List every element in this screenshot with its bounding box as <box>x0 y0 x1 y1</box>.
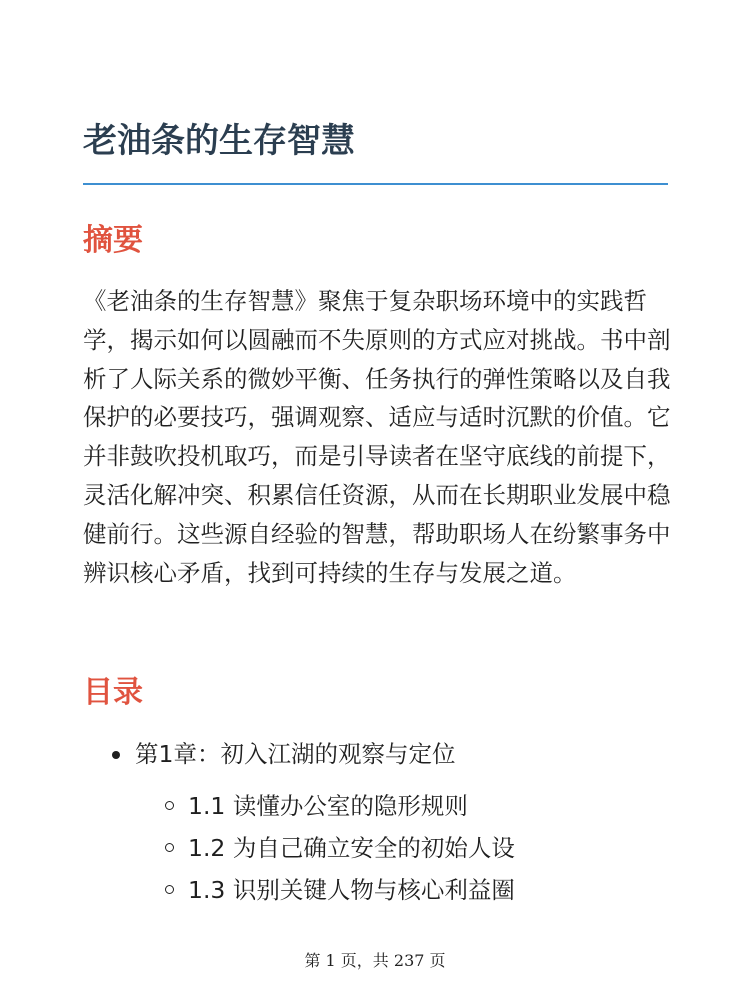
toc-chapter-1[interactable] <box>83 733 668 911</box>
toc-section-label: 1.1 读懂办公室的隐形规则 <box>188 792 468 820</box>
toc-heading: 目录 <box>83 675 143 710</box>
page-footer: 第 1 页，共 237 页 <box>304 951 446 970</box>
title-divider <box>83 183 668 185</box>
bullet-circle-icon <box>165 801 174 810</box>
bullet-circle-icon <box>165 843 174 852</box>
abstract-paragraph: 《老油条的生存智慧》聚焦于复杂职场环境中的实践哲学，揭示如何以圆融而不失原则的方式应对挑战。书中剖析了人际关系的微妙平衡、任务执行的弹性策略以及自我保护的必要技巧，强调观察、适应与适时沉默的价值。它并非鼓吹投机取巧，而是引导读者在坚守底线的前提下，灵活化解冲突、积累信任资源，从而在长期职业发展中稳健前行。这些源自经验的智慧，帮助职场人在纷繁事务中辨识核心矛盾，找到可持续的生存与发展之道。 <box>83 287 671 587</box>
toc-section-1-1[interactable] <box>83 785 668 827</box>
toc-list <box>83 733 668 911</box>
document-title: 老油条的生存智慧 <box>83 121 355 161</box>
toc-section-1-3[interactable] <box>83 869 668 911</box>
abstract-heading: 摘要 <box>83 223 143 258</box>
toc-section-label: 1.2 为自己确立安全的初始人设 <box>188 834 515 862</box>
toc-sublist <box>135 785 668 911</box>
toc-section-label: 1.3 识别关键人物与核心利益圈 <box>188 876 515 904</box>
toc-chapter-label: 第1章：初入江湖的观察与定位 <box>135 740 456 768</box>
bullet-dot-icon <box>112 751 120 759</box>
toc-section-1-2[interactable] <box>83 827 668 869</box>
bullet-circle-icon <box>165 885 174 894</box>
